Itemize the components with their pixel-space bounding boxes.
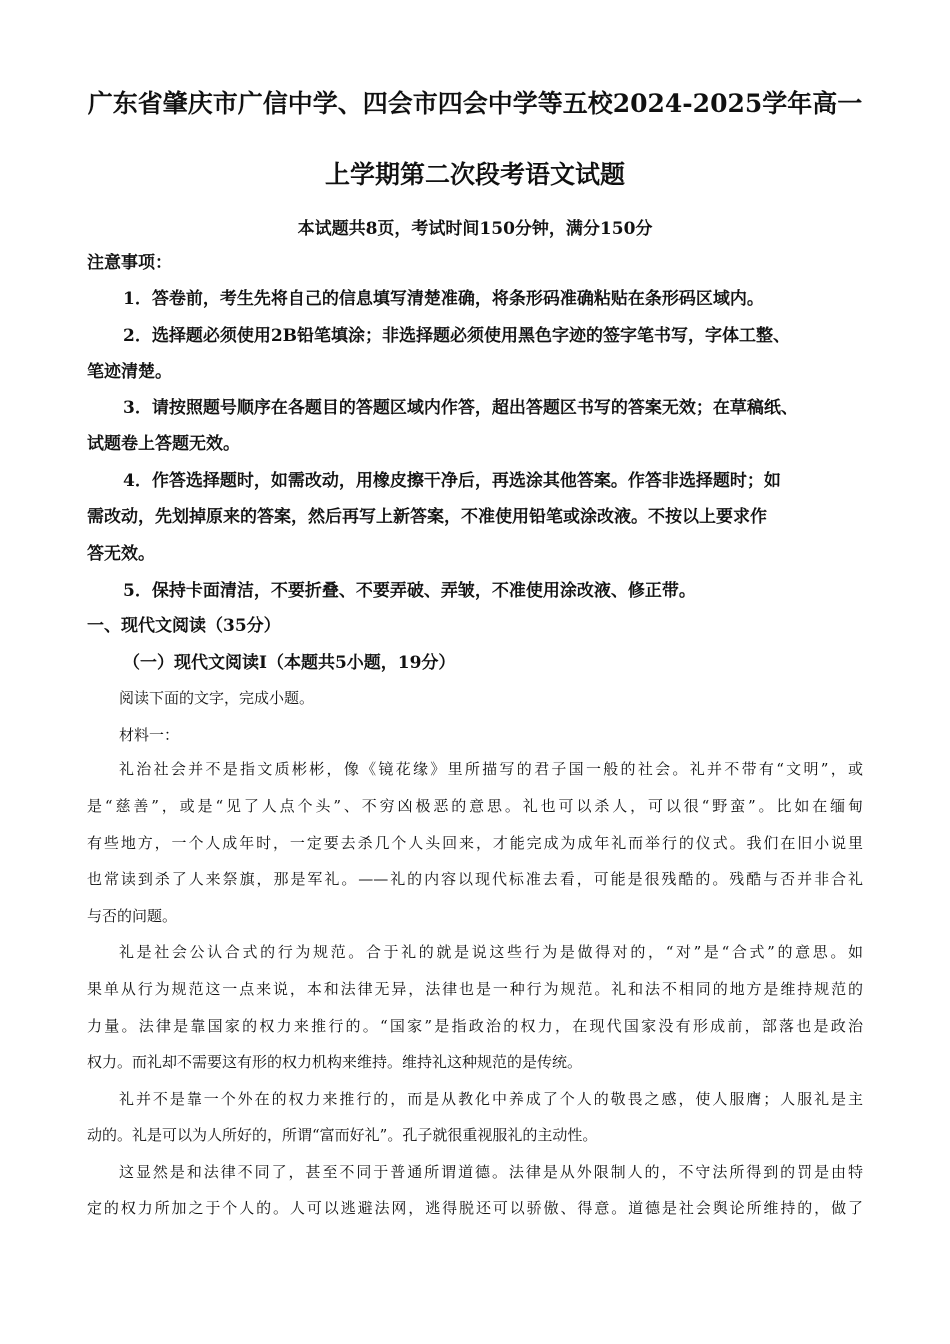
note-item-1	[87, 288, 863, 310]
section-subheading-part1-1: （一）现代文阅读Ⅰ（本题共5小题，19分）	[123, 653, 456, 673]
note-item-5-text: 5．保持卡面清洁，不要折叠、不要弄破、弄皱，不准使用涂改液、修正带。	[123, 581, 696, 601]
note-item-2-line2: 笔迹清楚。	[87, 362, 172, 382]
passage-p1-line2: 是“慈善”，或是“见了人点个头”、不穷凶极恶的意思。礼也可以杀人，可以很“野蛮”。比如在缅甸	[87, 797, 863, 815]
passage-p2-line2: 果单从行为规范这一点来说，本和法律无异，法律也是一种行为规范。礼和法不相同的地方是维持规范的	[87, 980, 863, 998]
note-item-3-line1	[87, 397, 863, 419]
passage-p1-line1: 礼治社会并不是指文质彬彬，像《镜花缘》里所描写的君子国一般的社会。礼并不带有“文明”，或	[119, 760, 863, 778]
reading-instruction: 阅读下面的文字，完成小题。	[119, 689, 315, 707]
note-item-4-line2: 需改动，先划掉原来的答案，然后再写上新答案，不准使用铅笔或涂改液。不按以上要求作	[87, 507, 767, 527]
passage-p1-line5: 与否的问题。	[87, 907, 178, 925]
exam-title-line1: 广东省肇庆市广信中学、四会市四会中学等五校2024-2025学年高一	[87, 89, 863, 118]
note-item-2-text1: 2．选择题必须使用2B铅笔填涂；非选择题必须使用黑色字迹的签字笔书写，字体工整、	[123, 326, 791, 346]
material-label: 材料一：	[119, 726, 180, 744]
passage-p2-line3: 力量。法律是靠国家的权力来推行的。“国家”是指政治的权力，在现代国家没有形成前，部落也是政治	[87, 1017, 863, 1035]
note-item-4-line1	[87, 470, 863, 492]
exam-subtitle: 本试题共8页，考试时间150分钟，满分150分	[297, 219, 653, 239]
passage-p1-line4: 也常读到杀了人来祭旗，那是军礼。——礼的内容以现代标准去看，可能是很残酷的。残酷与否并非合礼	[87, 870, 863, 888]
note-item-5	[87, 580, 863, 602]
section-heading-part1: 一、现代文阅读（35分）	[87, 616, 281, 636]
passage-p3-line1: 礼并不是靠一个外在的权力来推行的，而是从教化中养成了个人的敬畏之感，使人服膺；人服礼是主	[119, 1090, 863, 1108]
passage-p4-line1: 这显然是和法律不同了，甚至不同于普通所谓道德。法律是从外限制人的，不守法所得到的罚是由特	[119, 1163, 863, 1181]
passage-p1-line3: 有些地方，一个人成年时，一定要去杀几个人头回来，才能完成为成年礼而举行的仪式。我们在旧小说里	[87, 834, 863, 852]
note-item-4-text1: 4．作答选择题时，如需改动，用橡皮擦干净后，再选涂其他答案。作答非选择题时；如	[123, 471, 781, 491]
exam-title-line2: 上学期第二次段考语文试题	[324, 160, 625, 189]
note-item-3-line2: 试题卷上答题无效。	[87, 434, 240, 454]
passage-p4-line2: 定的权力所加之于个人的。人可以逃避法网，逃得脱还可以骄傲、得意。道德是社会舆论所维持的，做了	[87, 1199, 863, 1217]
note-item-2-line1	[87, 325, 863, 347]
notes-heading: 注意事项：	[87, 253, 172, 273]
note-item-3-text1: 3．请按照题号顺序在各题目的答题区域内作答，超出答题区书写的答案无效；在草稿纸、	[123, 398, 798, 418]
passage-p3-line2: 动的。礼是可以为人所好的，所谓“富而好礼”。孔子就很重视服礼的主动性。	[87, 1126, 598, 1144]
passage-p2-line4: 权力。而礼却不需要这有形的权力机构来维持。维持礼这种规范的是传统。	[87, 1053, 583, 1071]
note-item-4-line3: 答无效。	[87, 544, 155, 564]
passage-p2-line1: 礼是社会公认合式的行为规范。合于礼的就是说这些行为是做得对的，“对”是“合式”的意思。如	[119, 943, 863, 961]
note-item-1-text: 1．答卷前，考生先将自己的信息填写清楚准确，将条形码准确粘贴在条形码区域内。	[123, 289, 764, 309]
